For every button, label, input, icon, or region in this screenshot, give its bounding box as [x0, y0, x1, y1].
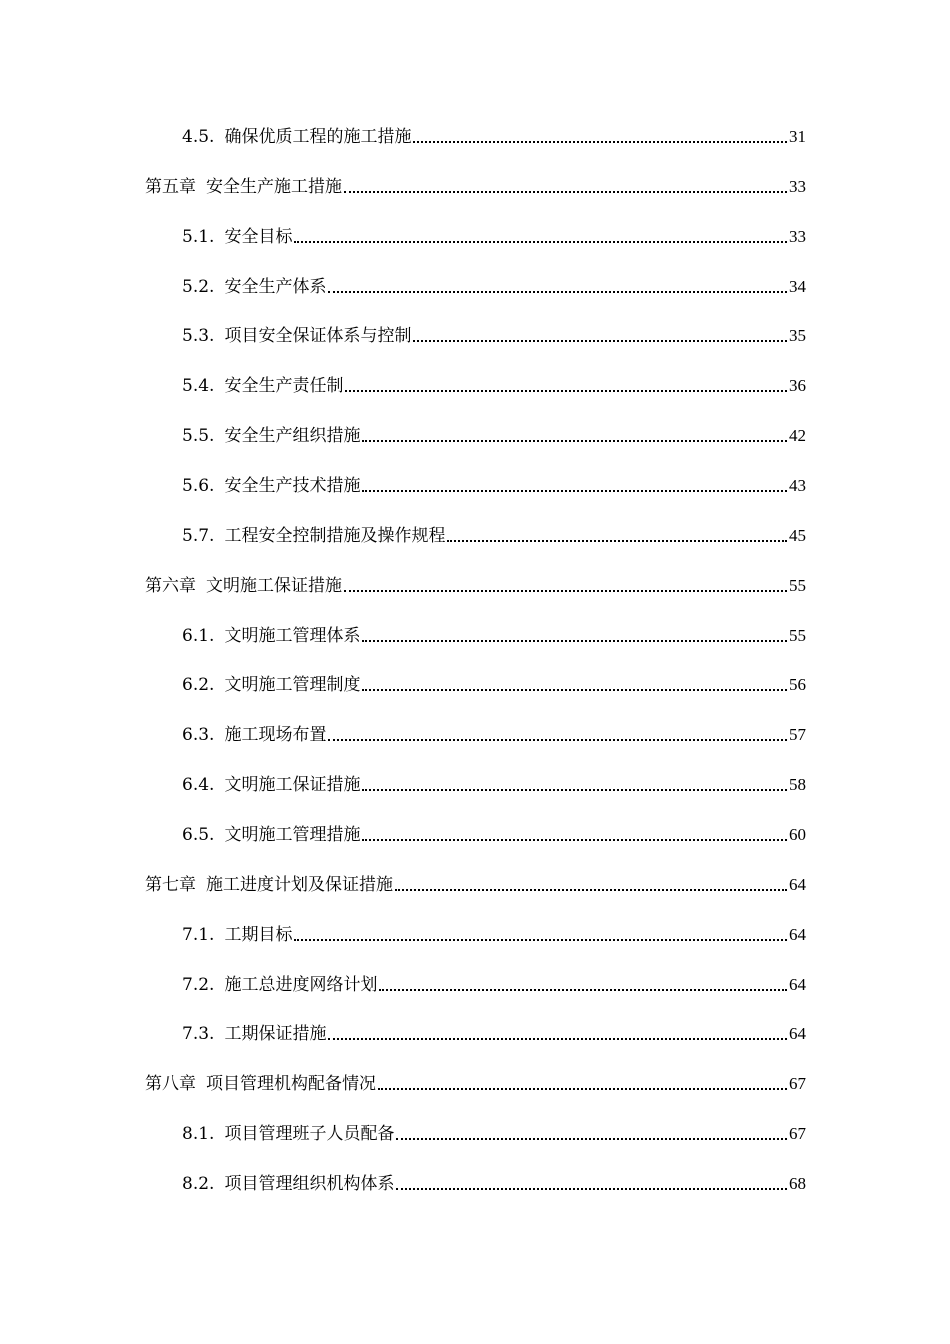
- toc-page-number: 55: [789, 625, 806, 645]
- toc-entry-number: 5.1.: [182, 226, 215, 247]
- toc-entry-number: 5.7.: [182, 525, 215, 546]
- toc-entry-title: 安全目标: [224, 226, 293, 247]
- toc-chapter-entry[interactable]: [145, 1069, 806, 1095]
- toc-page-number: 68: [789, 1174, 806, 1194]
- toc-dot-leader: [379, 989, 787, 991]
- toc-entry-title: 项目管理班子人员配备: [224, 1124, 395, 1145]
- toc-dot-leader: [396, 1188, 787, 1190]
- toc-entry-title: 文明施工管理体系: [224, 625, 361, 646]
- toc-page-number: 64: [789, 1024, 806, 1044]
- toc-dot-leader: [395, 889, 787, 891]
- toc-page-number: 34: [789, 276, 806, 296]
- toc-entry-title: 文明施工保证措施: [224, 775, 361, 796]
- toc-entry-number: 5.2.: [182, 276, 215, 297]
- toc-entry-title: 施工进度计划及保证措施: [206, 874, 393, 895]
- toc-entry-title: 安全生产组织措施: [224, 426, 361, 447]
- toc-entry-number: 8.1.: [182, 1124, 215, 1145]
- toc-section-entry[interactable]: [182, 670, 806, 696]
- toc-page-number: 45: [789, 525, 806, 545]
- toc-entry-number: 6.4.: [182, 775, 215, 796]
- toc-dot-leader: [328, 739, 787, 741]
- toc-page-number: 42: [789, 426, 806, 446]
- toc-page-number: 57: [789, 725, 806, 745]
- toc-section-entry[interactable]: [182, 621, 806, 647]
- toc-page-number: 35: [789, 326, 806, 346]
- toc-entry-number: 5.4.: [182, 376, 215, 397]
- toc-entry-number: 5.3.: [182, 326, 215, 347]
- toc-dot-leader: [345, 390, 787, 392]
- toc-entry-title: 安全生产施工措施: [206, 176, 342, 197]
- toc-dot-leader: [413, 340, 787, 342]
- toc-section-entry[interactable]: [182, 970, 806, 996]
- toc-entry-number: 6.1.: [182, 625, 215, 646]
- toc-section-entry[interactable]: [182, 820, 806, 846]
- toc-entry-number: 第七章: [145, 874, 196, 895]
- toc-entry-number: 5.6.: [182, 476, 215, 497]
- toc-section-entry[interactable]: [182, 1019, 806, 1045]
- toc-page-number: 64: [789, 974, 806, 994]
- toc-dot-leader: [378, 1088, 787, 1090]
- toc-entry-title: 项目管理机构配备情况: [206, 1074, 376, 1095]
- toc-section-entry[interactable]: [182, 371, 806, 397]
- toc-section-entry[interactable]: [182, 521, 806, 547]
- toc-entry-title: 确保优质工程的施工措施: [224, 127, 412, 147]
- toc-entry-title: 文明施工保证措施: [206, 575, 342, 596]
- toc-page-number: 55: [789, 575, 806, 595]
- toc-dot-leader: [447, 540, 787, 542]
- toc-section-entry[interactable]: [182, 272, 806, 298]
- toc-entry-number: 7.3.: [182, 1024, 215, 1045]
- toc-dot-leader: [362, 640, 787, 642]
- toc-chapter-entry[interactable]: [145, 571, 806, 597]
- toc-entry-number: 5.5.: [182, 426, 215, 447]
- toc-entry-number: 4.5.: [182, 127, 215, 147]
- toc-entry-number: 8.2.: [182, 1174, 215, 1195]
- toc-section-entry[interactable]: [182, 421, 806, 447]
- toc-entry-number: 7.2.: [182, 974, 215, 995]
- toc-section-entry[interactable]: [182, 720, 806, 746]
- toc-dot-leader: [396, 1138, 787, 1140]
- toc-entry-title: 安全生产体系: [224, 276, 327, 297]
- toc-page-number: 33: [789, 176, 806, 196]
- toc-section-entry[interactable]: [182, 770, 806, 796]
- toc-page-number: 43: [789, 476, 806, 496]
- toc-entry-title: 施工现场布置: [224, 725, 327, 746]
- toc-entry-title: 工程安全控制措施及操作规程: [224, 525, 446, 546]
- toc-entry-title: 安全生产责任制: [224, 376, 344, 397]
- toc-section-entry[interactable]: [182, 1119, 806, 1145]
- toc-section-entry[interactable]: [182, 222, 806, 248]
- toc-page-number: 31: [789, 127, 806, 146]
- toc-entry-number: 6.3.: [182, 725, 215, 746]
- toc-dot-leader: [362, 490, 787, 492]
- toc-dot-leader: [362, 440, 787, 442]
- toc-entry-number: 第八章: [145, 1074, 196, 1095]
- toc-section-entry[interactable]: [182, 920, 806, 946]
- toc-section-entry[interactable]: [182, 1169, 806, 1195]
- toc-entry-title: 工期保证措施: [224, 1024, 327, 1045]
- toc-entry-title: 文明施工管理措施: [224, 825, 361, 846]
- toc-entry-title: 安全生产技术措施: [224, 476, 361, 497]
- toc-page-number: 67: [789, 1074, 806, 1094]
- toc-entry-number: 6.2.: [182, 675, 215, 696]
- toc-page-number: 64: [789, 924, 806, 944]
- toc-entry-number: 7.1.: [182, 924, 215, 945]
- toc-dot-leader: [362, 789, 787, 791]
- toc-page-number: 56: [789, 675, 806, 695]
- toc-entry-title: 项目安全保证体系与控制: [224, 326, 412, 347]
- toc-entry-title: 文明施工管理制度: [224, 675, 361, 696]
- toc-dot-leader: [362, 689, 787, 691]
- toc-chapter-entry[interactable]: [145, 172, 806, 198]
- toc-dot-leader: [294, 241, 787, 243]
- toc-dot-leader: [344, 191, 787, 193]
- toc-entry-title: 工期目标: [224, 924, 293, 945]
- toc-dot-leader: [344, 590, 787, 592]
- toc-page-number: 64: [789, 874, 806, 894]
- toc-chapter-entry[interactable]: [145, 870, 806, 896]
- toc-page-number: 33: [789, 226, 806, 246]
- toc-page-number: 58: [789, 775, 806, 795]
- toc-dot-leader: [328, 1038, 787, 1040]
- toc-page-number: 67: [789, 1124, 806, 1144]
- toc-entry-number: 第六章: [145, 575, 196, 596]
- toc-section-entry[interactable]: [182, 321, 806, 347]
- toc-dot-leader: [294, 939, 787, 941]
- toc-page-number: 36: [789, 376, 806, 396]
- toc-dot-leader: [413, 141, 787, 143]
- toc-entry-title: 施工总进度网络计划: [224, 974, 378, 995]
- toc-entry-number: 6.5.: [182, 825, 215, 846]
- toc-section-entry[interactable]: [182, 122, 806, 148]
- toc-section-entry[interactable]: [182, 471, 806, 497]
- toc-entry-title: 项目管理组织机构体系: [224, 1174, 395, 1195]
- toc-dot-leader: [328, 291, 787, 293]
- toc-entry-number: 第五章: [145, 176, 196, 197]
- toc-page-number: 60: [789, 825, 806, 845]
- toc-dot-leader: [362, 839, 787, 841]
